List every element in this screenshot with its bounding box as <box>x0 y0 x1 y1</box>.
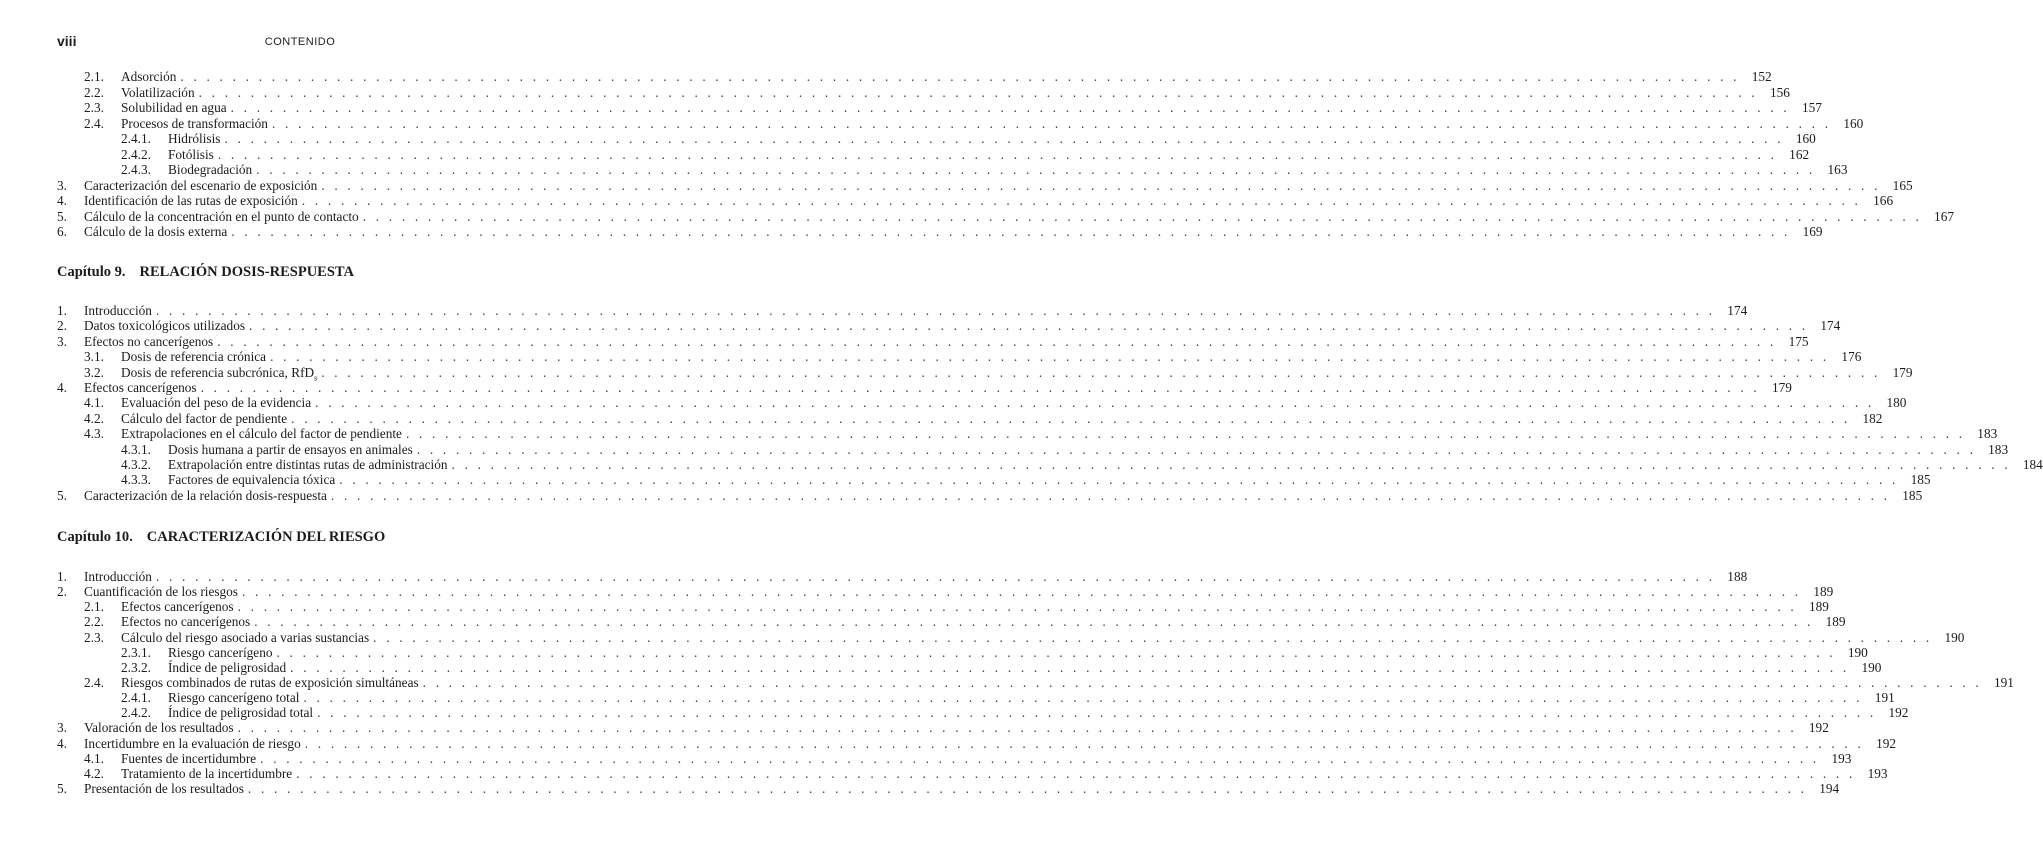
dot-leader: . . . . . . . . . . . . . . . . . . . . . . . . . . . . . . . . . . . . . . . . . . . . . . . . . . . . . . . . . . . . . . . . . . . . . . . . . . . . . . . . . . . . . . . . . . . . . . . . . . . . . . . . . . . . . . . . . . . . . . . . <box>260 750 1820 766</box>
entry-title: Biodegradación <box>168 162 253 177</box>
toc-entry <box>57 472 1931 488</box>
entry-title: Introducción <box>84 303 152 318</box>
dot-leader: . . . . . . . . . . . . . . . . . . . . . . . . . . . . . . . . . . . . . . . . . . . . . . . . . . . . . . . . . . . . . . . . . . . . . . . . . . . . . . . . . . . . . . . . . . . . . . . . . . . . . . . . . . . . . . . . . . . . . . . . <box>362 208 1922 224</box>
dot-leader: . . . . . . . . . . . . . . . . . . . . . . . . . . . . . . . . . . . . . . . . . . . . . . . . . . . . . . . . . . . . . . . . . . . . . . . . . . . . . . . . . . . . . . . . . . . . . . . . . . . . . . . . . . . . . . . . . . . . . . . . <box>405 426 1966 442</box>
entry-title: Riesgo cancerígeno <box>168 644 273 660</box>
entry-number: 2.4. <box>84 674 104 690</box>
toc-entry <box>57 84 1790 101</box>
entry-title: Factores de equivalencia tóxica <box>168 472 336 488</box>
entry-page: 180 <box>1886 395 1907 411</box>
dot-leader: . . . . . . . . . . . . . . . . . . . . . . . . . . . . . . . . . . . . . . . . . . . . . . . . . . . . . . . . . . . . . . . . . . . . . . . . . . . . . . . . . . . . . . . . . . . . . . . . . . . . . . . . . . . . . . . . . . . . . . . . <box>224 131 1784 146</box>
entry-title: Caracterización del escenario de exposición <box>84 177 318 193</box>
toc-entry <box>57 131 1816 147</box>
entry-title: Tratamiento de la incertidumbre <box>121 765 293 781</box>
dot-leader: . . . . . . . . . . . . . . . . . . . . . . . . . . . . . . . . . . . . . . . . . . . . . . . . . . . . . . . . . . . . . . . . . . . . . . . . . . . . . . . . . . . . . . . . . . . . . . . . . . . . . . . . . . . . . . . . . . . . . . . . <box>317 705 1877 721</box>
chapter-9-heading <box>57 264 354 281</box>
entry-number: 2.3.2. <box>121 659 151 675</box>
entry-page: 188 <box>1727 569 1748 584</box>
entry-number: 5. <box>57 780 67 796</box>
entry-number: 2.4.3. <box>121 162 151 177</box>
entry-title: Índice de peligrosidad <box>168 659 287 675</box>
entry-number: 4.1. <box>84 750 104 766</box>
entry-number: 1. <box>57 569 67 584</box>
entry-title: Cálculo del factor de pendiente <box>121 410 288 426</box>
toc-block-chapter-9 <box>57 303 2043 503</box>
entry-number: 4.2. <box>84 410 104 426</box>
dot-leader: . . . . . . . . . . . . . . . . . . . . . . . . . . . . . . . . . . . . . . . . . . . . . . . . . . . . . . . . . . . . . . . . . . . . . . . . . . . . . . . . . . . . . . . . . . . . . . . . . . . . . . . . . . . . . . . . . . . . . . . . <box>247 780 1808 796</box>
entry-title: Fuentes de incertidumbre <box>121 750 257 766</box>
dot-leader: . . . . . . . . . . . . . . . . . . . . . . . . . . . . . . . . . . . . . . . . . . . . . . . . . . . . . . . . . . . . . . . . . . . . . . . . . . . . . . . . . . . . . . . . . . . . . . . . . . . . . . . . . . . . . . . . . . . . . . . . <box>155 569 1716 584</box>
chapter-title: RELACIÓN DOSIS-RESPUESTA <box>139 264 354 280</box>
toc-entry <box>57 303 1748 318</box>
toc-entry <box>57 735 1897 751</box>
entry-title: Caracterización de la relación dosis-respuesta <box>84 487 327 503</box>
entry-number: 5. <box>57 487 67 503</box>
running-header: CONTENIDO <box>264 36 336 48</box>
entry-page: 183 <box>1988 441 2009 457</box>
entry-number: 2.4.2. <box>121 705 151 721</box>
entry-number: 3. <box>57 720 67 736</box>
entry-page: 182 <box>1862 410 1883 426</box>
dot-leader: . . . . . . . . . . . . . . . . . . . . . . . . . . . . . . . . . . . . . . . . . . . . . . . . . . . . . . . . . . . . . . . . . . . . . . . . . . . . . . . . . . . . . . . . . . . . . . . . . . . . . . . . . . . . . . . . . . . . . . . . <box>230 100 1790 115</box>
entry-title: Efectos no cancerígenos <box>121 614 251 630</box>
dot-leader: . . . . . . . . . . . . . . . . . . . . . . . . . . . . . . . . . . . . . . . . . . . . . . . . . . . . . . . . . . . . . . . . . . . . . . . . . . . . . . . . . . . . . . . . . . . . . . . . . . . . . . . . . . . . . . . . . . . . . . . . <box>290 659 1850 675</box>
dot-leader: . . . . . . . . . . . . . . . . . . . . . . . . . . . . . . . . . . . . . . . . . . . . . . . . . . . . . . . . . . . . . . . . . . . . . . . . . . . . . . . . . . . . . . . . . . . . . . . . . . . . . . . . . . . . . . . . . . . . . . . . <box>321 364 1881 380</box>
entry-title: Valoración de los resultados <box>84 720 234 736</box>
entry-number: 2.3.1. <box>121 644 151 660</box>
entry-page: 184 <box>2022 456 2043 472</box>
entry-page: 183 <box>1977 426 1998 442</box>
entry-number: 2.4.1. <box>121 690 151 706</box>
entry-title: Dosis de referencia subcrónica, RfD$_s$ <box>121 364 318 383</box>
entry-page: 162 <box>1789 146 1810 162</box>
dot-leader: . . . . . . . . . . . . . . . . . . . . . . . . . . . . . . . . . . . . . . . . . . . . . . . . . . . . . . . . . . . . . . . . . . . . . . . . . . . . . . . . . . . . . . . . . . . . . . . . . . . . . . . . . . . . . . . . . . . . . . . . <box>296 765 1856 781</box>
toc-block-continued <box>57 69 1954 240</box>
entry-page: 192 <box>1876 735 1897 751</box>
entry-number: 2.4. <box>84 115 104 131</box>
entry-number: 2.3. <box>84 629 104 645</box>
entry-page: 190 <box>1944 629 1965 645</box>
entry-page: 179 <box>1892 364 1913 380</box>
entry-page: 179 <box>1771 379 1792 395</box>
toc-entry <box>57 115 1864 132</box>
entry-number: 4. <box>57 379 67 395</box>
toc-entry <box>57 720 1829 736</box>
toc-entry <box>57 674 2014 690</box>
entry-number: 3.1. <box>84 349 104 365</box>
entry-number: 4.3.2. <box>121 456 151 472</box>
dot-leader: . . . . . . . . . . . . . . . . . . . . . . . . . . . . . . . . . . . . . . . . . . . . . . . . . . . . . . . . . . . . . . . . . . . . . . . . . . . . . . . . . . . . . . . . . . . . . . . . . . . . . . . . . . . . . . . . . . . . . . . . <box>330 487 1891 503</box>
entry-page: 193 <box>1831 750 1852 766</box>
dot-leader: . . . . . . . . . . . . . . . . . . . . . . . . . . . . . . . . . . . . . . . . . . . . . . . . . . . . . . . . . . . . . . . . . . . . . . . . . . . . . . . . . . . . . . . . . . . . . . . . . . . . . . . . . . . . . . . . . . . . . . . . <box>276 644 1836 660</box>
toc-entry <box>57 333 1809 349</box>
toc-entry <box>57 614 1846 630</box>
entry-number: 3. <box>57 177 67 193</box>
entry-number: 2. <box>57 318 67 334</box>
entry-number: 6. <box>57 224 67 239</box>
entry-page: 156 <box>1769 84 1790 100</box>
entry-page: 176 <box>1841 349 1862 365</box>
entry-page: 165 <box>1892 177 1913 193</box>
dot-leader: . . . . . . . . . . . . . . . . . . . . . . . . . . . . . . . . . . . . . . . . . . . . . . . . . . . . . . . . . . . . . . . . . . . . . . . . . . . . . . . . . . . . . . . . . . . . . . . . . . . . . . . . . . . . . . . . . . . . . . . . <box>304 735 1865 751</box>
entry-number: 4.3.1. <box>121 441 151 457</box>
dot-leader: . . . . . . . . . . . . . . . . . . . . . . . . . . . . . . . . . . . . . . . . . . . . . . . . . . . . . . . . . . . . . . . . . . . . . . . . . . . . . . . . . . . . . . . . . . . . . . . . . . . . . . . . . . . . . . . . . . . . . . . . <box>231 224 1791 239</box>
entry-title: Riesgo cancerígeno total <box>168 690 300 706</box>
toc-entry <box>57 410 1883 426</box>
entry-title: Volatilización <box>121 84 195 100</box>
dot-leader: . . . . . . . . . . . . . . . . . . . . . . . . . . . . . . . . . . . . . . . . . . . . . . . . . . . . . . . . . . . . . . . . . . . . . . . . . . . . . . . . . . . . . . . . . . . . . . . . . . . . . . . . . . . . . . . . . . . . . . . . <box>373 629 1933 645</box>
toc-entry <box>57 426 1998 442</box>
chapter-number: Capítulo 10. <box>57 529 133 545</box>
toc-entry <box>57 69 1772 85</box>
entry-number: 3. <box>57 333 67 349</box>
toc-entry <box>57 659 1882 675</box>
dot-leader: . . . . . . . . . . . . . . . . . . . . . . . . . . . . . . . . . . . . . . . . . . . . . . . . . . . . . . . . . . . . . . . . . . . . . . . . . . . . . . . . . . . . . . . . . . . . . . . . . . . . . . . . . . . . . . . . . . . . . . . . <box>321 177 1881 193</box>
dot-leader: . . . . . . . . . . . . . . . . . . . . . . . . . . . . . . . . . . . . . . . . . . . . . . . . . . . . . . . . . . . . . . . . . . . . . . . . . . . . . . . . . . . . . . . . . . . . . . . . . . . . . . . . . . . . . . . . . . . . . . . . <box>339 472 1899 488</box>
dot-leader: . . . . . . . . . . . . . . . . . . . . . . . . . . . . . . . . . . . . . . . . . . . . . . . . . . . . . . . . . . . . . . . . . . . . . . . . . . . . . . . . . . . . . . . . . . . . . . . . . . . . . . . . . . . . . . . . . . . . . . . . <box>303 690 1863 706</box>
entry-page: 190 <box>1861 659 1882 675</box>
toc-entry <box>57 629 1965 645</box>
toc-entry <box>57 441 2009 457</box>
entry-page: 190 <box>1847 644 1868 660</box>
entry-number: 4.2. <box>84 765 104 781</box>
entry-page: 192 <box>1808 720 1829 736</box>
page-number: viii <box>57 33 77 49</box>
dot-leader: . . . . . . . . . . . . . . . . . . . . . . . . . . . . . . . . . . . . . . . . . . . . . . . . . . . . . . . . . . . . . . . . . . . . . . . . . . . . . . . . . . . . . . . . . . . . . . . . . . . . . . . . . . . . . . . . . . . . . . . . <box>271 115 1832 131</box>
dot-leader: . . . . . . . . . . . . . . . . . . . . . . . . . . . . . . . . . . . . . . . . . . . . . . . . . . . . . . . . . . . . . . . . . . . . . . . . . . . . . . . . . . . . . . . . . . . . . . . . . . . . . . . . . . . . . . . . . . . . . . . . <box>155 303 1716 318</box>
entry-title: Efectos no cancerígenos <box>84 333 214 349</box>
dot-leader: . . . . . . . . . . . . . . . . . . . . . . . . . . . . . . . . . . . . . . . . . . . . . . . . . . . . . . . . . . . . . . . . . . . . . . . . . . . . . . . . . . . . . . . . . . . . . . . . . . . . . . . . . . . . . . . . . . . . . . . . <box>180 69 1740 84</box>
dot-leader: . . . . . . . . . . . . . . . . . . . . . . . . . . . . . . . . . . . . . . . . . . . . . . . . . . . . . . . . . . . . . . . . . . . . . . . . . . . . . . . . . . . . . . . . . . . . . . . . . . . . . . . . . . . . . . . . . . . . . . . . <box>270 349 1830 365</box>
entry-number: 2.1. <box>84 599 104 615</box>
entry-page: 160 <box>1795 131 1816 146</box>
entry-page: 192 <box>1888 705 1909 721</box>
entry-number: 4.3.3. <box>121 472 151 488</box>
entry-title: Cálculo del riesgo asociado a varias sustancias <box>121 629 370 645</box>
toc-entry <box>57 395 1907 411</box>
entry-title: Evaluación del peso de la evidencia <box>121 395 312 411</box>
dot-leader: . . . . . . . . . . . . . . . . . . . . . . . . . . . . . . . . . . . . . . . . . . . . . . . . . . . . . . . . . . . . . . . . . . . . . . . . . . . . . . . . . . . . . . . . . . . . . . . . . . . . . . . . . . . . . . . . . . . . . . . . <box>256 162 1816 177</box>
entry-page: 167 <box>1934 208 1954 224</box>
toc-block-chapter-10 <box>57 569 2014 796</box>
entry-page: 189 <box>1825 614 1846 630</box>
entry-number: 2.3. <box>84 100 104 115</box>
entry-page: 157 <box>1801 100 1822 115</box>
dot-leader: . . . . . . . . . . . . . . . . . . . . . . . . . . . . . . . . . . . . . . . . . . . . . . . . . . . . . . . . . . . . . . . . . . . . . . . . . . . . . . . . . . . . . . . . . . . . . . . . . . . . . . . . . . . . . . . . . . . . . . . . <box>254 614 1814 630</box>
entry-title: Efectos cancerígenos <box>84 379 197 395</box>
entry-page: 174 <box>1820 318 1841 334</box>
toc-entry <box>57 224 1823 240</box>
dot-leader: . . . . . . . . . . . . . . . . . . . . . . . . . . . . . . . . . . . . . . . . . . . . . . . . . . . . . . . . . . . . . . . . . . . . . . . . . . . . . . . . . . . . . . . . . . . . . . . . . . . . . . . . . . . . . . . . . . . . . . . . <box>242 584 1802 600</box>
entry-page: 185 <box>1910 472 1931 488</box>
entry-title: Incertidumbre en la evaluación de riesgo <box>84 735 301 751</box>
entry-title: Cuantificación de los riesgos <box>84 584 238 600</box>
toc-entry <box>57 379 1792 395</box>
toc-entry <box>57 487 1923 503</box>
entry-number: 5. <box>57 208 67 224</box>
entry-page: 152 <box>1751 69 1772 84</box>
toc-entry <box>57 193 1894 209</box>
entry-title: Procesos de transformación <box>121 115 268 131</box>
toc-entry <box>57 162 1848 178</box>
entry-title: Identificación de las rutas de exposición <box>84 193 298 208</box>
toc-entry <box>57 208 1954 225</box>
toc-entry <box>57 690 1895 706</box>
toc-entry <box>57 349 1862 365</box>
dot-leader: . . . . . . . . . . . . . . . . . . . . . . . . . . . . . . . . . . . . . . . . . . . . . . . . . . . . . . . . . . . . . . . . . . . . . . . . . . . . . . . . . . . . . . . . . . . . . . . . . . . . . . . . . . . . . . . . . . . . . . . . <box>422 674 1982 690</box>
entry-title: Extrapolación entre distintas rutas de administración <box>168 456 448 472</box>
toc-entry <box>57 177 1913 194</box>
toc-entry <box>57 780 1840 796</box>
entry-page: 169 <box>1802 224 1823 239</box>
entry-page: 175 <box>1788 333 1809 349</box>
dot-leader: . . . . . . . . . . . . . . . . . . . . . . . . . . . . . . . . . . . . . . . . . . . . . . . . . . . . . . . . . . . . . . . . . . . . . . . . . . . . . . . . . . . . . . . . . . . . . . . . . . . . . . . . . . . . . . . . . . . . . . . . <box>301 193 1862 208</box>
entry-number: 2.2. <box>84 614 104 630</box>
toc-entry <box>57 100 1822 116</box>
entry-number: 2.2. <box>84 84 104 100</box>
entry-title: Cálculo de la concentración en el punto de contacto <box>84 208 359 224</box>
entry-title: Fotólisis <box>168 146 214 162</box>
entry-page: 185 <box>1902 487 1923 503</box>
entry-page: 193 <box>1867 765 1888 781</box>
entry-title: Presentación de los resultados <box>84 780 244 796</box>
entry-number: 4.3. <box>84 426 104 442</box>
entry-title: Adsorción <box>121 69 177 84</box>
entry-page: 189 <box>1813 584 1834 600</box>
chapter-10-heading <box>57 529 385 546</box>
chapter-title: CARACTERIZACIÓN DEL RIESGO <box>146 529 386 545</box>
entry-title: Solubilidad en agua <box>121 100 227 115</box>
entry-page: 174 <box>1727 303 1748 318</box>
toc-entry <box>57 599 1829 615</box>
entry-number: 2. <box>57 584 67 600</box>
entry-page: 189 <box>1808 599 1829 615</box>
toc-entry <box>57 765 1888 781</box>
entry-title: Dosis de referencia crónica <box>121 349 267 365</box>
toc-entry <box>57 318 1841 334</box>
entry-number: 3.2. <box>84 364 104 380</box>
entry-title: Dosis humana a partir de ensayos en animales <box>168 441 413 457</box>
dot-leader: . . . . . . . . . . . . . . . . . . . . . . . . . . . . . . . . . . . . . . . . . . . . . . . . . . . . . . . . . . . . . . . . . . . . . . . . . . . . . . . . . . . . . . . . . . . . . . . . . . . . . . . . . . . . . . . . . . . . . . . . <box>249 318 1809 334</box>
entry-number: 2.1. <box>84 69 104 84</box>
entry-title: Hidrólisis <box>168 131 221 146</box>
toc-entry <box>57 750 1852 766</box>
dot-leader: . . . . . . . . . . . . . . . . . . . . . . . . . . . . . . . . . . . . . . . . . . . . . . . . . . . . . . . . . . . . . . . . . . . . . . . . . . . . . . . . . . . . . . . . . . . . . . . . . . . . . . . . . . . . . . . . . . . . . . . . <box>291 410 1851 426</box>
entry-page: 160 <box>1843 115 1864 131</box>
toc-entry <box>57 364 1913 383</box>
entry-page: 191 <box>1874 690 1895 706</box>
toc-entry <box>57 456 2043 472</box>
toc-entry <box>57 705 1909 721</box>
entry-page: 166 <box>1873 193 1894 208</box>
entry-number: 1. <box>57 303 67 318</box>
entry-number: 4. <box>57 735 67 751</box>
entry-title: Cálculo de la dosis externa <box>84 224 228 239</box>
dot-leader: . . . . . . . . . . . . . . . . . . . . . . . . . . . . . . . . . . . . . . . . . . . . . . . . . . . . . . . . . . . . . . . . . . . . . . . . . . . . . . . . . . . . . . . . . . . . . . . . . . . . . . . . . . . . . . . . . . . . . . . . <box>315 395 1875 411</box>
entry-number: 2.4.1. <box>121 131 151 146</box>
chapter-number: Capítulo 9. <box>57 264 126 280</box>
dot-leader: . . . . . . . . . . . . . . . . . . . . . . . . . . . . . . . . . . . . . . . . . . . . . . . . . . . . . . . . . . . . . . . . . . . . . . . . . . . . . . . . . . . . . . . . . . . . . . . . . . . . . . . . . . . . . . . . . . . . . . . . <box>237 720 1797 736</box>
entry-title: Índice de peligrosidad total <box>168 705 314 721</box>
dot-leader: . . . . . . . . . . . . . . . . . . . . . . . . . . . . . . . . . . . . . . . . . . . . . . . . . . . . . . . . . . . . . . . . . . . . . . . . . . . . . . . . . . . . . . . . . . . . . . . . . . . . . . . . . . . . . . . . . . . . . . . . <box>451 456 2011 472</box>
entry-title: Riesgos combinados de rutas de exposición simultáneas <box>121 674 419 690</box>
dot-leader: . . . . . . . . . . . . . . . . . . . . . . . . . . . . . . . . . . . . . . . . . . . . . . . . . . . . . . . . . . . . . . . . . . . . . . . . . . . . . . . . . . . . . . . . . . . . . . . . . . . . . . . . . . . . . . . . . . . . . . . . <box>200 379 1760 395</box>
toc-entry <box>57 146 1810 163</box>
entry-number: 2.4.2. <box>121 146 151 162</box>
entry-page: 191 <box>1994 674 2014 690</box>
entry-number: 4.1. <box>84 395 104 411</box>
dot-leader: . . . . . . . . . . . . . . . . . . . . . . . . . . . . . . . . . . . . . . . . . . . . . . . . . . . . . . . . . . . . . . . . . . . . . . . . . . . . . . . . . . . . . . . . . . . . . . . . . . . . . . . . . . . . . . . . . . . . . . . . <box>217 146 1778 162</box>
dot-leader: . . . . . . . . . . . . . . . . . . . . . . . . . . . . . . . . . . . . . . . . . . . . . . . . . . . . . . . . . . . . . . . . . . . . . . . . . . . . . . . . . . . . . . . . . . . . . . . . . . . . . . . . . . . . . . . . . . . . . . . . <box>198 84 1758 100</box>
entry-title: Efectos cancerígenos <box>121 599 234 615</box>
dot-leader: . . . . . . . . . . . . . . . . . . . . . . . . . . . . . . . . . . . . . . . . . . . . . . . . . . . . . . . . . . . . . . . . . . . . . . . . . . . . . . . . . . . . . . . . . . . . . . . . . . . . . . . . . . . . . . . . . . . . . . . . <box>237 599 1797 615</box>
entry-number: 4. <box>57 193 67 208</box>
entry-page: 163 <box>1827 162 1848 177</box>
entry-title: Extrapolaciones en el cálculo del factor de pendiente <box>121 426 402 442</box>
entry-title: Introducción <box>84 569 152 584</box>
toc-entry <box>57 644 1868 660</box>
dot-leader: . . . . . . . . . . . . . . . . . . . . . . . . . . . . . . . . . . . . . . . . . . . . . . . . . . . . . . . . . . . . . . . . . . . . . . . . . . . . . . . . . . . . . . . . . . . . . . . . . . . . . . . . . . . . . . . . . . . . . . . . <box>217 333 1777 349</box>
entry-title: Datos toxicológicos utilizados <box>84 318 246 334</box>
dot-leader: . . . . . . . . . . . . . . . . . . . . . . . . . . . . . . . . . . . . . . . . . . . . . . . . . . . . . . . . . . . . . . . . . . . . . . . . . . . . . . . . . . . . . . . . . . . . . . . . . . . . . . . . . . . . . . . . . . . . . . . . <box>416 441 1977 457</box>
subscript: s <box>314 373 318 383</box>
toc-entry <box>57 569 1748 584</box>
toc-entry <box>57 584 1834 600</box>
entry-page: 194 <box>1819 780 1840 796</box>
